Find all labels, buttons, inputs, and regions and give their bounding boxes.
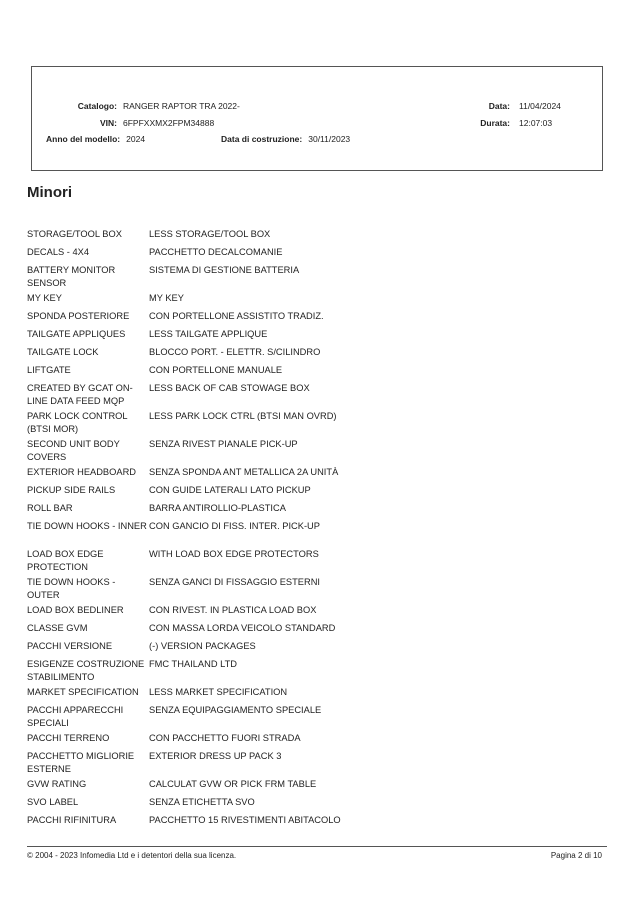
list-item	[27, 228, 587, 246]
options-list	[27, 228, 587, 832]
list-item	[27, 438, 587, 466]
costruzione-label: Data di costruzione:	[221, 134, 303, 144]
option-value: CON PACCHETTO FUORI STRADA	[149, 733, 301, 743]
option-name: SVO LABEL	[27, 797, 79, 807]
list-item	[27, 264, 587, 292]
list-item	[27, 246, 587, 264]
option-name: PARK LOCK CONTROL (BTSI MOR)	[27, 411, 128, 434]
option-name: SPONDA POSTERIORE	[27, 311, 130, 321]
option-name: PACCHETTO MIGLIORIE ESTERNE	[27, 751, 135, 774]
list-item	[27, 520, 587, 548]
list-item	[27, 466, 587, 484]
option-value: SENZA SPONDA ANT METALLICA 2A UNITÀ	[149, 467, 339, 477]
list-item	[27, 604, 587, 622]
option-name: PACCHI APPARECCHI SPECIALI	[27, 705, 124, 728]
vin-label: VIN:	[100, 118, 117, 128]
option-value: LESS TAILGATE APPLIQUE	[149, 329, 268, 339]
option-value: CON GUIDE LATERALI LATO PICKUP	[149, 485, 311, 495]
list-item	[27, 658, 587, 686]
vin-row	[52, 118, 214, 128]
list-item	[27, 502, 587, 520]
option-name: TAILGATE LOCK	[27, 347, 99, 357]
list-item	[27, 328, 587, 346]
option-name: CLASSE GVM	[27, 623, 88, 633]
option-name: CREATED BY GCAT ON-LINE DATA FEED MQP	[27, 383, 133, 406]
anno-label: Anno del modello:	[46, 134, 121, 144]
option-value: LESS PARK LOCK CTRL (BTSI MAN OVRD)	[149, 411, 337, 421]
option-name: TIE DOWN HOOKS - INNER	[27, 521, 147, 531]
option-name: MARKET SPECIFICATION	[27, 687, 139, 697]
costruzione-row	[221, 134, 350, 144]
option-value: CALCULAT GVW OR PICK FRM TABLE	[149, 779, 317, 789]
catalogo-label: Catalogo:	[77, 101, 117, 111]
list-item	[27, 310, 587, 328]
durata-value: 12:07:03	[519, 118, 553, 128]
data-label: Data:	[488, 101, 510, 111]
durata-label: Durata:	[480, 118, 510, 128]
option-value: LESS BACK OF CAB STOWAGE BOX	[149, 383, 310, 393]
list-item	[27, 548, 587, 576]
option-name: LIFTGATE	[27, 365, 71, 375]
list-item	[27, 364, 587, 382]
data-value: 11/04/2024	[519, 101, 561, 111]
option-name: PACCHI VERSIONE	[27, 641, 113, 651]
option-value: CON PORTELLONE MANUALE	[149, 365, 283, 375]
list-item	[27, 292, 587, 310]
list-item	[27, 640, 587, 658]
option-name: LOAD BOX BEDLINER	[27, 605, 124, 615]
option-name: ESIGENZE COSTRUZIONE STABILIMENTO	[27, 659, 145, 682]
vin-value: 6FPFXXMX2FPM34888	[123, 118, 215, 128]
list-item	[27, 576, 587, 604]
option-value: SISTEMA DI GESTIONE BATTERIA	[149, 265, 300, 275]
option-value: LESS MARKET SPECIFICATION	[149, 687, 288, 697]
section-title: Minori	[27, 184, 72, 201]
data-row	[472, 101, 561, 111]
anno-row	[46, 134, 145, 144]
catalogo-value: RANGER RAPTOR TRA 2022-	[123, 101, 240, 111]
option-name: PACCHI RIFINITURA	[27, 815, 117, 825]
catalogo-row	[52, 101, 240, 111]
option-name: MY KEY	[27, 293, 62, 303]
option-value: EXTERIOR DRESS UP PACK 3	[149, 751, 282, 761]
footer-divider	[27, 846, 607, 847]
option-value: CON PORTELLONE ASSISTITO TRADIZ.	[149, 311, 324, 321]
list-item	[27, 778, 587, 796]
option-value: LESS STORAGE/TOOL BOX	[149, 229, 271, 239]
option-name: TIE DOWN HOOKS - OUTER	[27, 577, 116, 600]
option-value: CON RIVEST. IN PLASTICA LOAD BOX	[149, 605, 317, 615]
costruzione-value: 30/11/2023	[308, 134, 351, 144]
option-name: PICKUP SIDE RAILS	[27, 485, 116, 495]
option-value: BLOCCO PORT. - ELETTR. S/CILINDRO	[149, 347, 321, 357]
option-value: FMC THAILAND LTD	[149, 659, 237, 669]
list-item	[27, 732, 587, 750]
list-item	[27, 750, 587, 778]
option-name: LOAD BOX EDGE PROTECTION	[27, 549, 104, 572]
option-value: WITH LOAD BOX EDGE PROTECTORS	[149, 549, 319, 559]
list-item	[27, 346, 587, 364]
option-value: PACCHETTO 15 RIVESTIMENTI ABITACOLO	[149, 815, 341, 825]
option-value: BARRA ANTIROLLIO-PLASTICA	[149, 503, 286, 513]
option-name: GVW RATING	[27, 779, 87, 789]
option-value: SENZA GANCI DI FISSAGGIO ESTERNI	[149, 577, 320, 587]
list-item	[27, 410, 587, 438]
option-value: SENZA EQUIPAGGIAMENTO SPECIALE	[149, 705, 322, 715]
option-name: DECALS - 4X4	[27, 247, 90, 257]
list-item	[27, 796, 587, 814]
option-name: PACCHI TERRENO	[27, 733, 110, 743]
option-value: CON MASSA LORDA VEICOLO STANDARD	[149, 623, 336, 633]
option-name: TAILGATE APPLIQUES	[27, 329, 126, 339]
footer-copyright: © 2004 - 2023 Infomedia Ltd e i detentori della sua licenza.	[27, 851, 237, 860]
option-name: EXTERIOR HEADBOARD	[27, 467, 136, 477]
option-value: SENZA ETICHETTA SVO	[149, 797, 255, 807]
list-item	[27, 704, 587, 732]
option-name: ROLL BAR	[27, 503, 73, 513]
list-item	[27, 686, 587, 704]
anno-value: 2024	[126, 134, 146, 144]
footer-page-number: Pagina 2 di 10	[550, 851, 602, 860]
list-item	[27, 622, 587, 640]
document-header-box	[31, 66, 603, 171]
option-value: (-) VERSION PACKAGES	[149, 641, 256, 651]
option-name: STORAGE/TOOL BOX	[27, 229, 122, 239]
option-name: SECOND UNIT BODY COVERS	[27, 439, 120, 462]
list-item	[27, 814, 587, 832]
option-value: MY KEY	[149, 293, 184, 303]
durata-row	[472, 118, 552, 128]
option-value: SENZA RIVEST PIANALE PICK-UP	[149, 439, 298, 449]
option-value: PACCHETTO DECALCOMANIE	[149, 247, 283, 257]
list-item	[27, 484, 587, 502]
option-name: BATTERY MONITOR SENSOR	[27, 265, 116, 288]
list-item	[27, 382, 587, 410]
option-value: CON GANCIO DI FISS. INTER. PICK-UP	[149, 521, 320, 531]
